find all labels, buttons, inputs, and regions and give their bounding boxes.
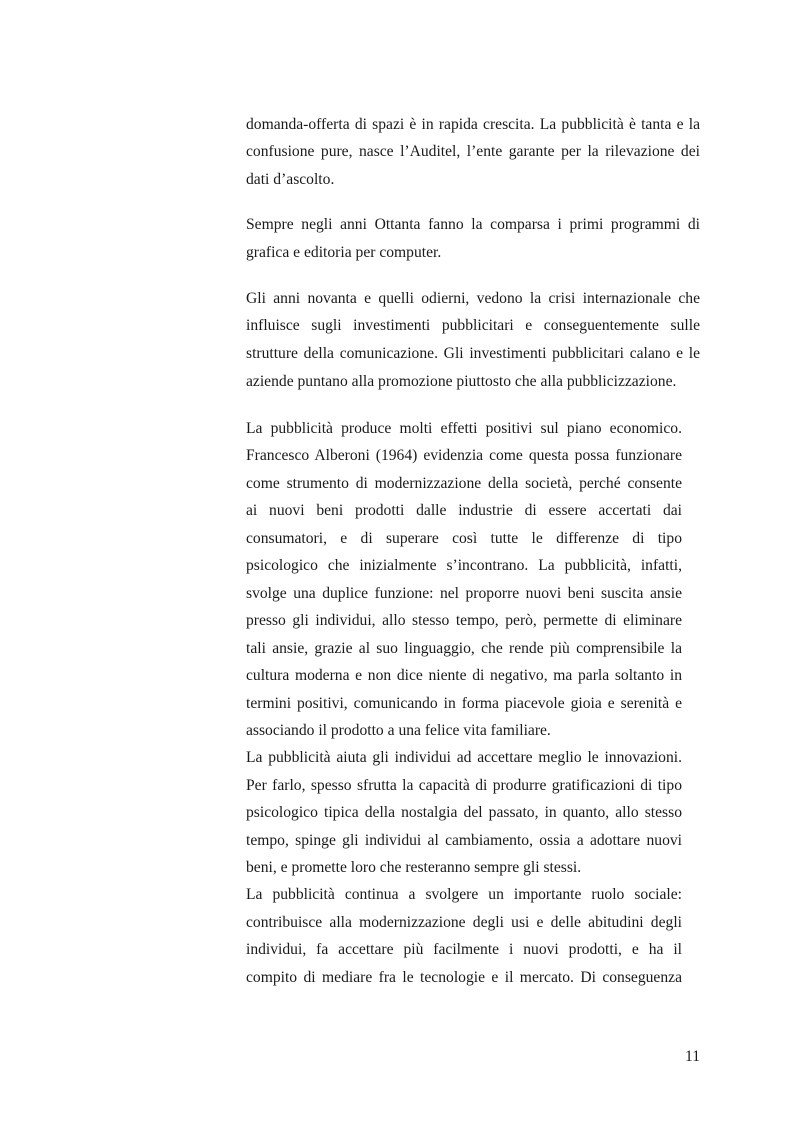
paragraph-3-line-3: strutture della comunicazione. Gli investimenti pubblicitari calano e le (246, 345, 700, 362)
paragraph-5-line-4: tempo, spinge gli individui al cambiamento, ossia a adottare nuovi (246, 832, 682, 849)
paragraph-4-line-1: La pubblicità produce molti effetti positivi sul piano economico. (246, 420, 682, 437)
paragraph-5-line-5: beni, e promette loro che resteranno sempre gli stessi. (246, 859, 582, 876)
paragraph-4-line-7: svolge una duplice funzione: nel proporre nuovi beni suscita ansie (246, 585, 682, 602)
paragraph-6-line-3: individui, fa accettare più facilmente i nuovi prodotti, e ha il (246, 941, 682, 958)
paragraph-4-line-2: Francesco Alberoni (1964) evidenzia come questa possa funzionare (246, 447, 682, 464)
paragraph-6-line-1: La pubblicità continua a svolgere un importante ruolo sociale: (246, 886, 682, 903)
paragraph-4-line-11: termini positivi, comunicando in forma piacevole gioia e serenità e (246, 695, 682, 712)
paragraph-4-line-12: associando il prodotto a una felice vita familiare. (246, 722, 551, 739)
paragraph-3-line-2: influisce sugli investimenti pubblicitari e conseguentemente sulle (246, 317, 700, 334)
paragraph-3-line-4: aziende puntano alla promozione piuttosto che alla pubblicizzazione. (246, 373, 677, 390)
paragraph-4-line-6: psicologico che inizialmente s’incontrano. La pubblicità, infatti, (246, 557, 682, 574)
paragraph-4-line-3: come strumento di modernizzazione della società, perché consente (246, 475, 682, 492)
paragraph-4-line-5: consumatori, e di superare così tutte le differenze di tipo (246, 530, 682, 547)
paragraph-5-line-3: psicologico tipica della nostalgia del passato, in quanto, allo stesso (246, 804, 682, 821)
paragraph-1-line-1: domanda-offerta di spazi è in rapida crescita. La pubblicità è tanta e la (246, 116, 700, 133)
paragraph-1-line-3: dati d’ascolto. (246, 171, 335, 188)
paragraph-4-line-8: presso gli individui, allo stesso tempo, però, permette di eliminare (246, 612, 682, 629)
paragraph-2-line-1: Sempre negli anni Ottanta fanno la comparsa i primi programmi di (246, 216, 700, 233)
paragraph-2-line-2: grafica e editoria per computer. (246, 244, 442, 261)
paragraph-3-line-1: Gli anni novanta e quelli odierni, vedono la crisi internazionale che (246, 290, 700, 307)
paragraph-6-line-2: contribuisce alla modernizzazione degli usi e delle abitudini degli (246, 914, 682, 931)
page-number: 11 (684, 1048, 700, 1065)
paragraph-1-line-2: confusione pure, nasce l’Auditel, l’ente garante per la rilevazione dei (246, 143, 700, 160)
paragraph-5-line-2: Per farlo, spesso sfrutta la capacità di produrre gratificazioni di tipo (246, 777, 682, 794)
paragraph-4-line-10: cultura moderna e non dice niente di negativo, ma parla soltanto in (246, 667, 682, 684)
paragraph-4-line-9: tali ansie, grazie al suo linguaggio, che rende più comprensibile la (246, 640, 682, 657)
paragraph-6-line-4: compito di mediare fra le tecnologie e il mercato. Di conseguenza (246, 969, 682, 986)
paragraph-5-line-1: La pubblicità aiuta gli individui ad accettare meglio le innovazioni. (246, 749, 682, 766)
paragraph-4-line-4: ai nuovi beni prodotti dalle industrie di essere accertati dai (246, 502, 682, 519)
